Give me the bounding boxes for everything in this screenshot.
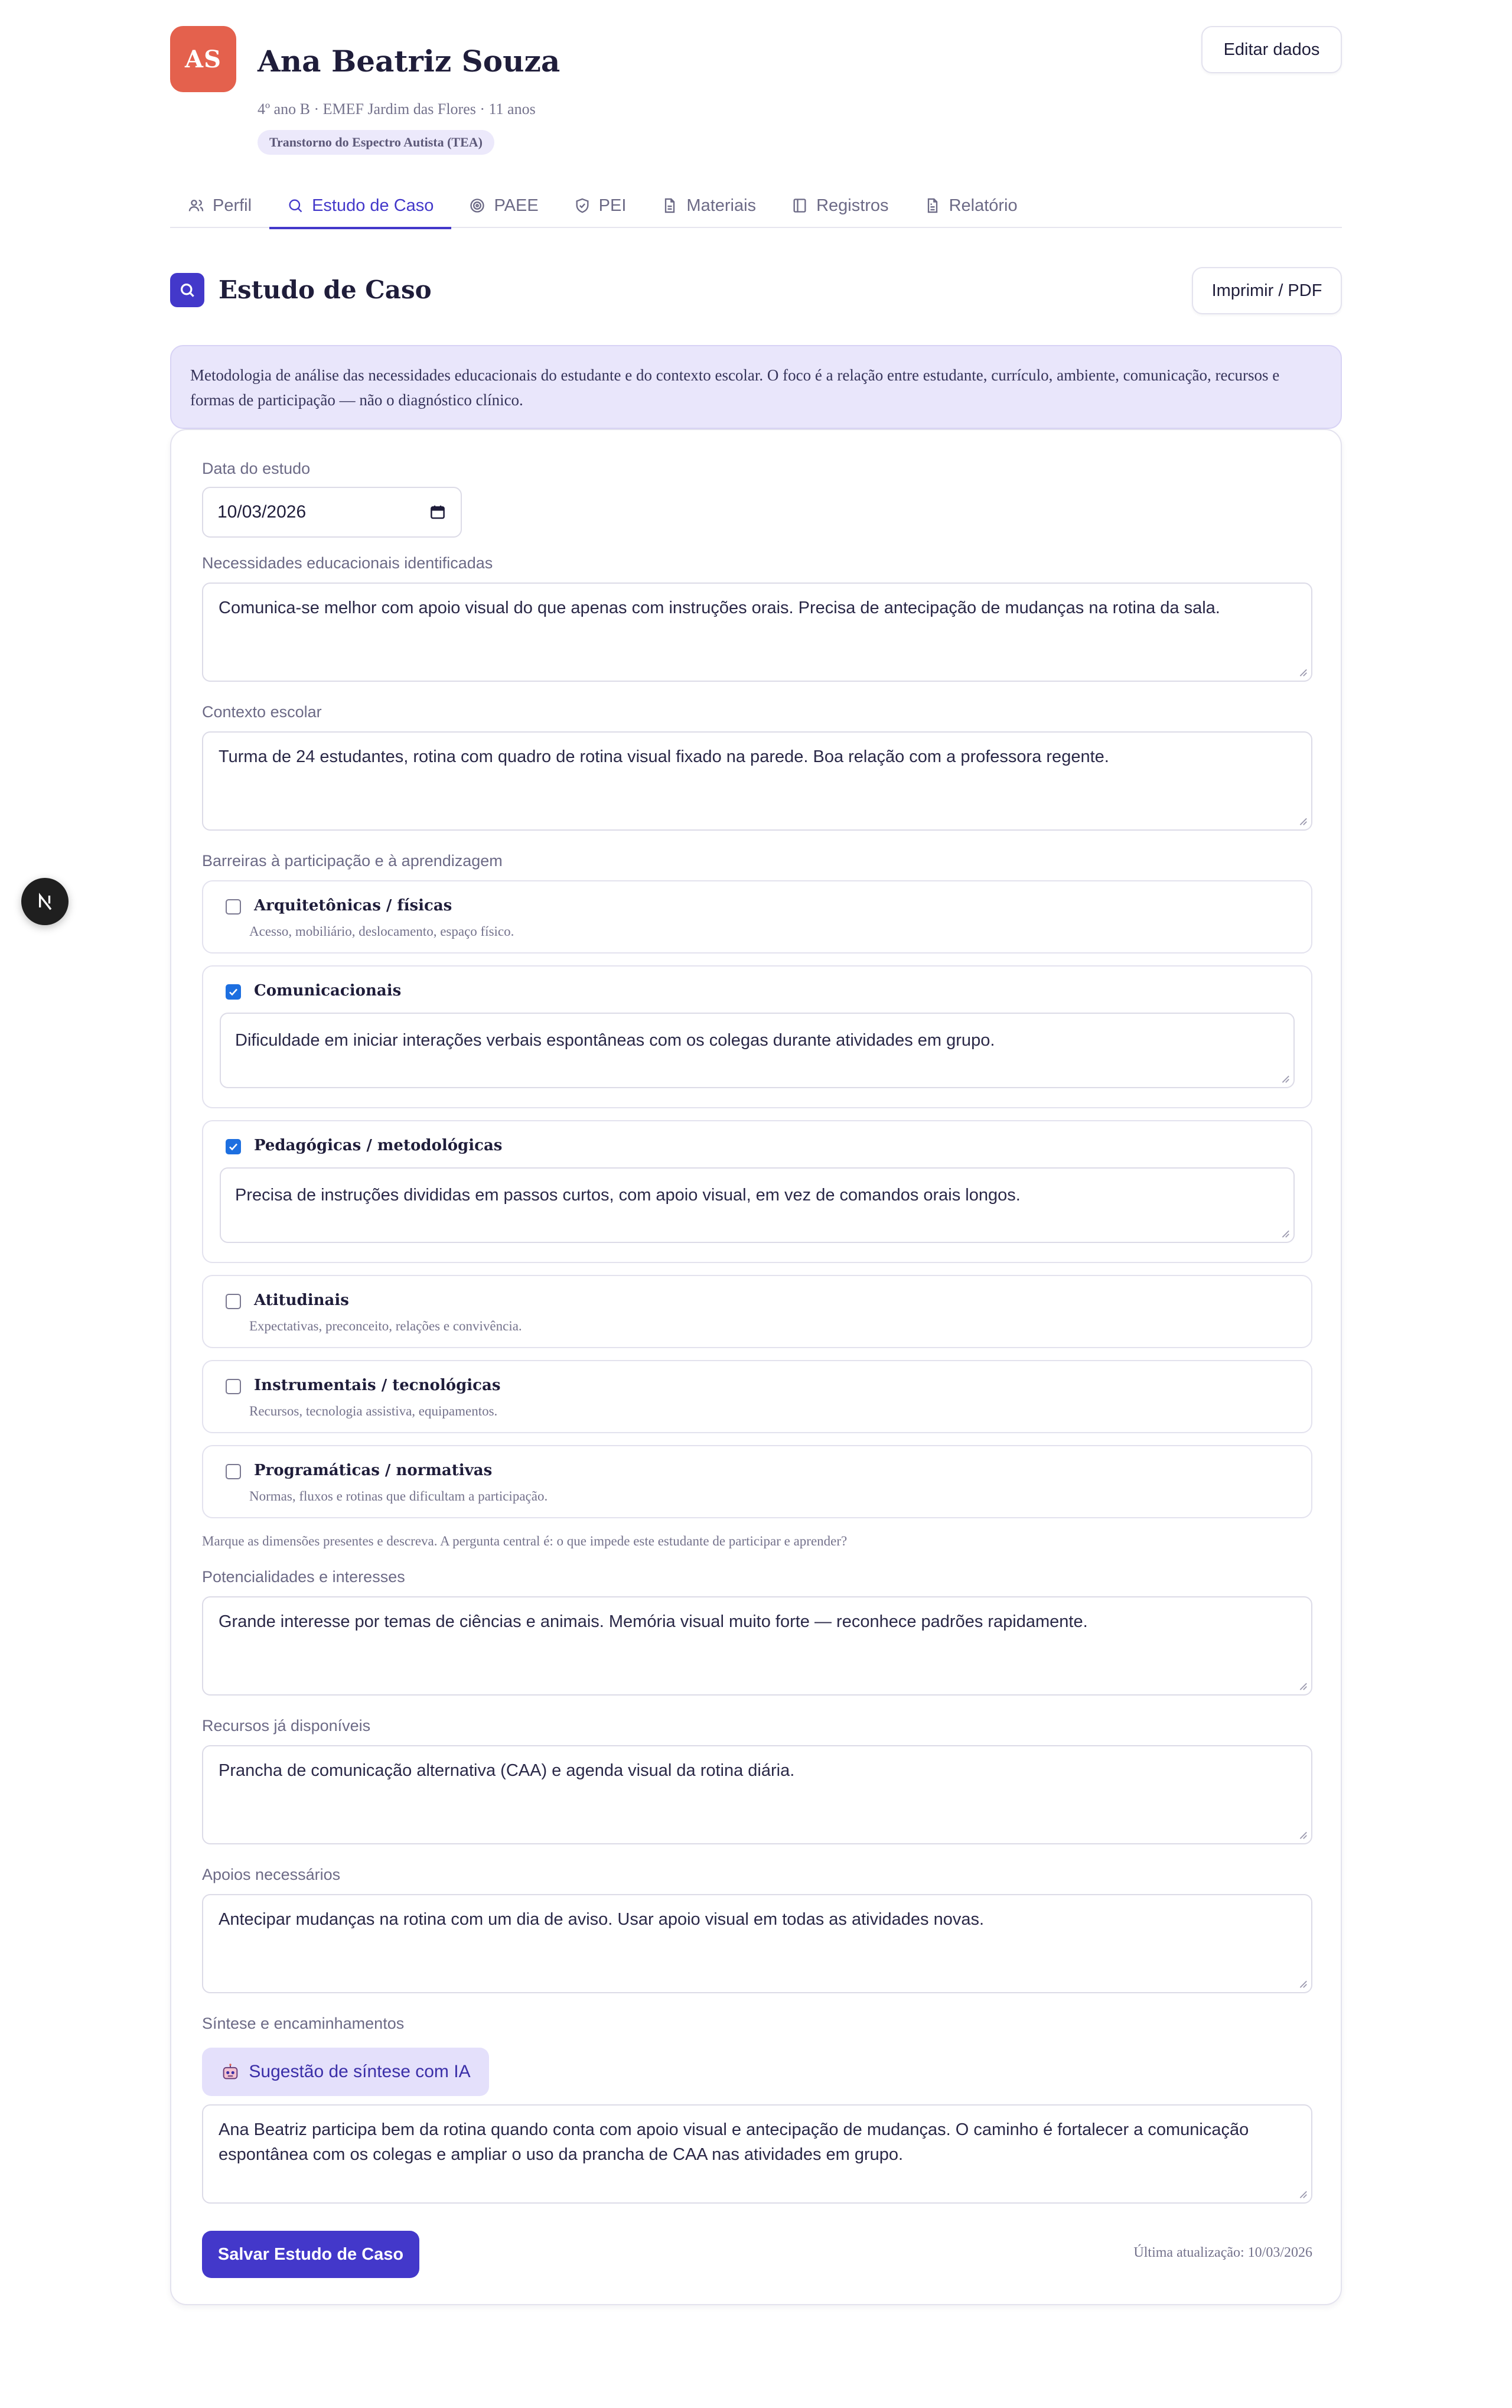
book-icon — [791, 197, 808, 214]
synthesis-text: Ana Beatriz participa bem da rotina quando conta com apoio visual e antecipação de mudanças. O caminho é fortalecer a comunicação espontânea com os colegas e ampliar o uso da prancha de CAA nas atividades em grupo. — [219, 2120, 1249, 2164]
diagnosis-badge: Transtorno do Espectro Autista (TEA) — [258, 130, 494, 155]
barriers-hint: Marque as dimensões presentes e descreva. A pergunta central é: o que impede este estudante de participar e aprender? — [202, 1534, 848, 1548]
barrier-checkbox[interactable] — [226, 1464, 241, 1479]
supports-label: Apoios necessários — [202, 1866, 341, 1883]
resources-text: Prancha de comunicação alternativa (CAA) e agenda visual da rotina diária. — [219, 1761, 795, 1780]
tab-estudo-de-caso[interactable] — [269, 183, 451, 228]
strengths-label: Potencialidades e interesses — [202, 1568, 405, 1586]
robot-icon — [220, 2062, 240, 2082]
next-dev-badge[interactable] — [21, 878, 69, 925]
barrier-checkbox[interactable] — [226, 899, 241, 915]
context-text: Turma de 24 estudantes, rotina com quadro de rotina visual fixado na parede. Boa relação com a professora regente. — [219, 747, 1109, 766]
tab-label: Materiais — [686, 196, 757, 215]
barrier-text: Precisa de instruções divididas em passos curtos, com apoio visual, em vez de comandos orais longos. — [235, 1186, 1021, 1205]
barrier-pedagogicas — [202, 1120, 1312, 1263]
barrier-desc: Normas, fluxos e rotinas que dificultam a participação. — [249, 1489, 548, 1504]
needs-label: Necessidades educacionais identificadas — [202, 554, 493, 572]
needs-textarea[interactable] — [202, 583, 1312, 682]
tab-materiais[interactable] — [644, 183, 774, 228]
barrier-checkbox[interactable] — [226, 1139, 241, 1154]
barrier-text: Dificuldade em iniciar interações verbais espontâneas com os colegas durante atividades em grupo. — [235, 1031, 995, 1050]
resources-label: Recursos já disponíveis — [202, 1717, 371, 1735]
file-icon — [662, 197, 678, 214]
users-icon — [188, 197, 204, 214]
barrier-textarea[interactable] — [220, 1013, 1295, 1088]
tab-pei[interactable] — [556, 183, 644, 228]
check-icon — [227, 986, 239, 998]
barrier-arquitetonicas — [202, 880, 1312, 954]
check-icon — [227, 1141, 239, 1153]
tab-label: PAEE — [494, 196, 539, 215]
tab-label: Registros — [816, 196, 889, 215]
barrier-title: Programáticas / normativas — [254, 1462, 493, 1479]
resize-grip-icon[interactable] — [1297, 1829, 1308, 1840]
tab-label: PEI — [598, 196, 627, 215]
ai-button-label: Sugestão de síntese com IA — [249, 2062, 471, 2081]
calendar-icon[interactable] — [429, 503, 447, 521]
intro-note: Metodologia de análise das necessidades educacionais do estudante e do contexto escolar. O foco é a relação entre estudante, currículo, ambiente, comunicação, recursos e formas de participação — não o diagnóstico clínico. — [170, 345, 1342, 429]
barrier-atitudinais — [202, 1275, 1312, 1348]
student-avatar: AS — [170, 26, 236, 92]
student-meta: 4º ano B · EMEF Jardim das Flores · 11 anos — [258, 100, 536, 118]
search-icon — [287, 197, 304, 214]
barrier-title: Instrumentais / tecnológicas — [254, 1377, 501, 1394]
barrier-comunicacionais — [202, 965, 1312, 1108]
barrier-instrumentais — [202, 1360, 1312, 1433]
barrier-checkbox[interactable] — [226, 984, 241, 1000]
tab-registros[interactable] — [774, 183, 907, 228]
barrier-desc: Acesso, mobiliário, deslocamento, espaço físico. — [249, 924, 514, 939]
tab-relatorio[interactable] — [907, 183, 1035, 228]
supports-text: Antecipar mudanças na rotina com um dia de aviso. Usar apoio visual em todas as atividades novas. — [219, 1910, 985, 1929]
tab-perfil[interactable] — [170, 183, 269, 228]
date-value: 10/03/2026 — [217, 502, 307, 522]
barrier-checkbox[interactable] — [226, 1379, 241, 1394]
save-case-study-button[interactable]: Salvar Estudo de Caso — [202, 2231, 419, 2278]
resources-textarea[interactable] — [202, 1745, 1312, 1844]
resize-grip-icon[interactable] — [1297, 1978, 1308, 1989]
context-label: Contexto escolar — [202, 703, 322, 721]
date-label: Data do estudo — [202, 460, 311, 477]
needs-text: Comunica-se melhor com apoio visual do que apenas com instruções orais. Precisa de antecipação de mudanças na rotina da sala. — [219, 598, 1220, 617]
barriers-label: Barreiras à participação e à aprendizagem — [202, 852, 503, 870]
tab-label: Estudo de Caso — [312, 196, 434, 215]
resize-grip-icon[interactable] — [1297, 2188, 1308, 2199]
barrier-title: Pedagógicas / metodológicas — [254, 1137, 503, 1154]
barrier-title: Comunicacionais — [254, 982, 402, 1000]
strengths-textarea[interactable] — [202, 1596, 1312, 1696]
tab-label: Relatório — [949, 196, 1018, 215]
resize-grip-icon[interactable] — [1297, 666, 1308, 677]
next-logo-icon — [33, 890, 57, 913]
edit-data-button[interactable]: Editar dados — [1201, 26, 1342, 73]
barrier-title: Arquitetônicas / físicas — [254, 897, 452, 915]
resize-grip-icon[interactable] — [1297, 815, 1308, 826]
date-input[interactable] — [202, 487, 462, 538]
shield-check-icon — [574, 197, 591, 214]
barrier-textarea[interactable] — [220, 1167, 1295, 1243]
student-name: Ana Beatriz Souza — [258, 44, 561, 79]
section-title: Estudo de Caso — [219, 275, 432, 304]
tab-paee[interactable] — [451, 183, 556, 228]
synthesis-label: Síntese e encaminhamentos — [202, 2015, 405, 2032]
barrier-desc: Expectativas, preconceito, relações e convivência. — [249, 1319, 522, 1333]
strengths-text: Grande interesse por temas de ciências e animais. Memória visual muito forte — reconhece padrões rapidamente. — [219, 1612, 1088, 1631]
tab-bar — [170, 183, 1342, 228]
ai-synthesis-button[interactable] — [202, 2048, 489, 2096]
barrier-title: Atitudinais — [254, 1291, 349, 1309]
context-textarea[interactable] — [202, 731, 1312, 831]
tab-label: Perfil — [213, 196, 252, 215]
resize-grip-icon[interactable] — [1279, 1228, 1290, 1238]
section-search-icon — [170, 273, 204, 307]
report-icon — [924, 197, 941, 214]
barrier-programaticas — [202, 1445, 1312, 1518]
synthesis-textarea[interactable] — [202, 2104, 1312, 2204]
target-icon — [469, 197, 485, 214]
barrier-desc: Recursos, tecnologia assistiva, equipamentos. — [249, 1404, 498, 1418]
supports-textarea[interactable] — [202, 1894, 1312, 1993]
print-pdf-button[interactable]: Imprimir / PDF — [1192, 267, 1342, 314]
last-update-text: Última atualização: 10/03/2026 — [1133, 2245, 1312, 2260]
barrier-checkbox[interactable] — [226, 1294, 241, 1309]
resize-grip-icon[interactable] — [1297, 1680, 1308, 1691]
resize-grip-icon[interactable] — [1279, 1073, 1290, 1083]
